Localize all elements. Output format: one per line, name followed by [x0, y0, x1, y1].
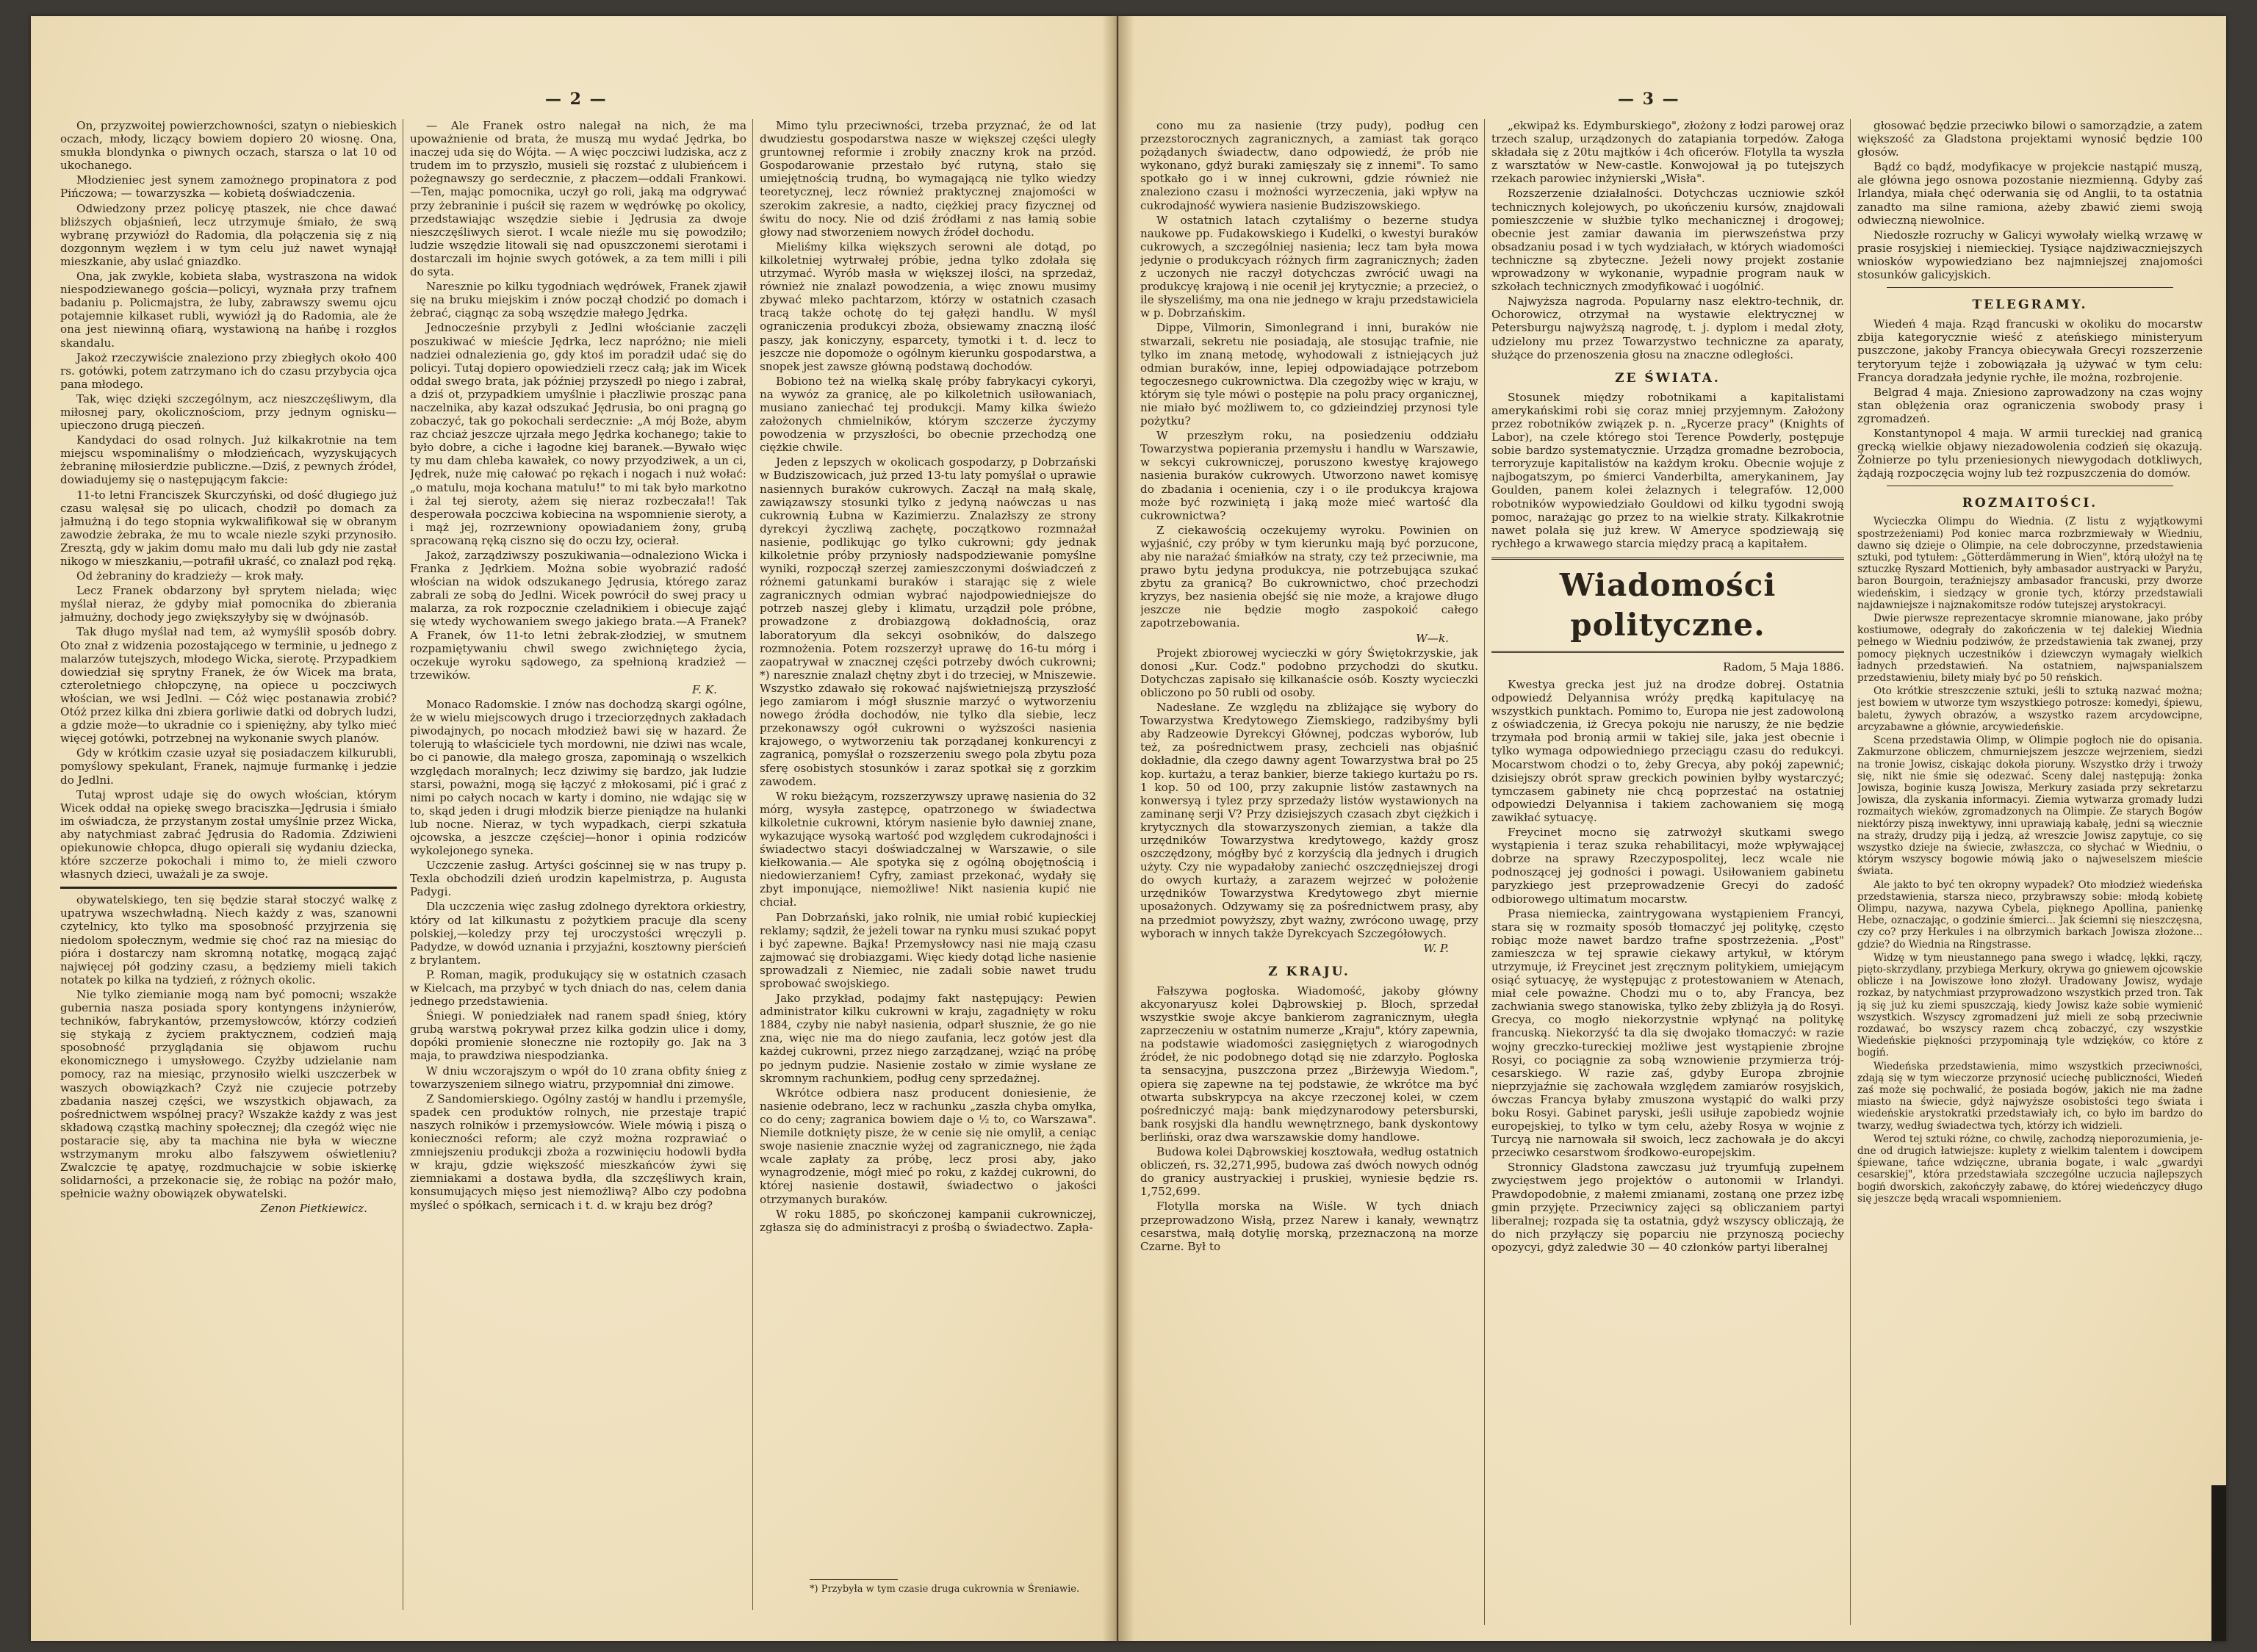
- article-paragraph: P. Roman, magik, produkujący się w ostatnich czasach w Kielcach, ma przybyć w tych dniach do nas, celem dania jednego przedstawienia.: [410, 967, 746, 1009]
- right-column-3: [1857, 119, 2203, 1625]
- article-paragraph: Wkrótce odbiera nasz producent doniesienie, że nasienie odebrano, lecz w rachunku „zaszła chyba omyłka, co do ceny; zagranica bowiem daje o ½ to, co Warszawa". Niemile dotknięty pisze, że w cenie się nie omylił, a ceniąc swoje nasienie znacznie wyżej od zagranicznego, nie żąda wcale zapłaty za próbę, lecz prosi aby, jako wynagrodzenie, mógł mieć po roku, z każdej cukrowni, do której nasienie dostawił, świadectwo o jakości otrzymanych buraków.: [760, 1086, 1096, 1206]
- article-paragraph: Jednocześnie przybyli z Jedlni włościanie zaczęli poszukiwać w mieście Jędrka, lecz napróżno; nie mieli nadziei odnalezienia go, gdy ktoś im poradził udać się do policyi. Tutaj dopiero opowiedzieli rzecz całą; jak im Wicek oddał swego brata, jak później przyszedł po niego i zabrał, a dziś ot, przypadkiem umyślnie i płaczliwie prosząc pana naczelnika, aby kazał odszukać Jędrusia, bo oni pragną go zobaczyć, tak go pokochali serdecznie: „A mój Boże, abym raz chciaż jeszcze ujrzała mego Jędrka kochanego; takie to było dobre, a ciche i łagodne kiej baranek.—Bywało więc ty mu dam chleba kawałek, co nowy przyodziwek, a un ci, Jędrek, nuże mię całować po rękach i nogach i nuż wołać: „o matulu, moja kochana matulu!" to mi tak było markotno i żal tej sieroty, ażem się nieraz rozbeczała!! Tak desperowała poczciwa kobiecina na wspomnienie sieroty, a i mąż jej, rozrzewniony opowiadaniem żony, grubą spracowaną ręką ciszno się do oczu łzy, ocierał.: [410, 321, 746, 547]
- article-paragraph: Pan Dobrzański, jako rolnik, nie umiał robić kupieckiej reklamy; sądził, że jeżeli towar na rynku musi szukać popyt i być zapewne. Bajka! Przemysłowcy nasi nie mają czasu zajmować się drobiazgami. Więc kiedy dotąd liche nasienie sprowadzali z Niemiec, nie zadali sobie nawet trudu sprobować swojskiego.: [760, 910, 1096, 990]
- author-signature: Zenon Pietkiewicz.: [260, 1202, 367, 1216]
- footnote-rule: [810, 1579, 898, 1580]
- article-paragraph: Budowa kolei Dąbrowskiej kosztowała, według ostatnich obliczeń, rs. 32,271,995, budowa zaś dwóch nowych odnóg do granicy austryackiej i pruskiej, wyniesie będzie rs. 1,752,699.: [1140, 1145, 1478, 1199]
- article-paragraph: głosować będzie przeciwko bilowi o samorządzie, a zatem większość za Gladstona projektami wynosić będzie 100 głosów.: [1857, 119, 2203, 159]
- column-rule: [1850, 119, 1851, 1625]
- page-number-right: — 3 —: [1618, 90, 1680, 109]
- article-paragraph: Najwyższa nagroda. Popularny nasz elektro-technik, dr. Ochorowicz, otrzymał na wystawie elektrycznej w Petersburgu najwyższą nagrodę, t. j. dyplom i medal złoty, udzielony mu przez Towarzystwo techniczne za aparaty, służące do przenoszenia głosu na znaczne odległości.: [1491, 295, 1844, 361]
- article-paragraph: Widzę w tym nieustannego pana swego i władcę, lękki, rączy, pięto-skrzydlany, przybiega Merkury, okrywa go gniewem ojcowskie oblicze i na Jowiszowe łono złożył. Uradowany Jowisz, wydaje rozkaz, by natychmiast przyprowadzono wszystkich przed tron. Tak ją się już ku ziemi spuszczają, kiedy Jowisz każe sobie wymienić wszystkich. Wszyscy zgromadzeni już mieli ze sobą przeciwnie rozdawać, bo wszyscy razem chcą zobaczyć, czy wszystkie Wiedeńskie piękności przypominają tyle wdzięków, co które z bogiń.: [1857, 951, 2203, 1059]
- article-paragraph: Rozszerzenie działalności. Dotychczas uczniowie szkół technicznych kolejowych, po ukończeniu kursów, znajdowali pomieszczenie w służbie tylko mechanicznej i drogowej; obecnie jest zamiar dawania im pierwszeństwa przy obsadzaniu posad i w tych wydziałach, w których wiadomości techniczne są zbyteczne. Jeżeli nowy projekt zostanie wprowadzony w wykonanie, wypadnie program nauk w szkołach technicznych zmodyfikować i uogólnić.: [1491, 187, 1844, 294]
- column-rule: [752, 119, 753, 1610]
- article-paragraph: Dla uczczenia więc zasług zdolnego dyrektora orkiestry, który od lat kilkunastu z pożytkiem pracuje dla sceny polskiej,—koledzy przy tej uroczystości wręczyli p. Padydze, w dowód uznania i przyjaźni, kosztowny pierścień z brylantem.: [410, 900, 746, 967]
- footnote: *) Przybyła w tym czasie druga cukrownia w Śreniawie.: [810, 1584, 1080, 1595]
- article-paragraph: Tutaj wprost udaje się do owych włościan, którym Wicek oddał na opiekę swego braciszka—Jędrusia i śmiało im oświadcza, że przystanym został umyślnie przez Wicka, aby natychmiast zabrać Jędrusia do Radomia. Zdziwieni opiekunowie chłopca, długo opierali się wydaniu dziecka, które szczerze pokochali i mimo to, że mieli czworo własnych dzieci, uważali je za swoje.: [60, 787, 397, 881]
- article-paragraph: Dippe, Vilmorin, Simonlegrand i inni, buraków nie stwarzali, sekretu nie posiadają, ale stosując trafnie, nie tylko im znaną metodę, wyhodowali z istniejących już odmian buraków, inne, lepiej odpowiadające potrzebom tegoczesnego cukrownictwa. Dla czegożby więc w kraju, w którym się tyle mówi o postępie na polu pracy organicznej, nie miało być możliwem to, co gdzieindziej przynosi tyle pożytku?: [1140, 321, 1478, 428]
- article-paragraph: Niedoszłe rozruchy w Galicyi wywołały wielką wrzawę w prasie rosyjskiej i niemieckiej. Tysiące najdziwaczniejszych wniosków wypowiedziano bez najmniejszej znajomości stosunków galicyjskich.: [1857, 228, 2203, 282]
- article-paragraph: Konstantynopol 4 maja. W armii tureckiej nad granicą grecką wielkie objawy niezadowolenia codzień się okazują. Żołnierze po tylu przeniesionych niewygodach dotkliwych, żądają rozpoczęcia wojny lub też rozpuszczenia do domów.: [1857, 426, 2203, 480]
- section-heading-ze-swiata: ZE ŚWIATA.: [1615, 370, 1721, 386]
- article-paragraph: Tak, więc dzięki szczególnym, acz nieszczęśliwym, dla miłosnej pary, okolicznościom, przy jednym ognisku—upieczono drugą pieczeń.: [60, 392, 397, 433]
- article-paragraph: obywatelskiego, ten się będzie starał stoczyć walkę z upatrywa wszechwładną. Niech każdy z was, szanowni czytelnicy, kto tylko ma sposobność przyjrzenia się niedolom społecznym, wedmie się choć raz na miesiąc do pióra i dostarczy nam skromną notatkę, mogącą zająć najwięcej pół godziny czasu, a będziemy mieli takich notatek po kilka na tydzień, z różnych okolic.: [60, 893, 397, 986]
- article-paragraph: Prasa niemiecka, zaintrygowana wystąpieniem Francyi, stara się w rozmaity sposób tłomaczyć jej politykę, często robiąc może nawet bardzo trafne spostrzeżenia. „Post" zamieszcza w tej sprawie ciekawy artykuł, w którym utrzymuje, iż Freycinet jest zręcznym politykiem, umiejącym osiąć sytuacyę, że występując z protestowaniem w Atenach, miał cele poważne. Chodzi mu o to, aby Francya, bez zachwiania swego stanowiska, tylko żeby zbliżyła ją do Rosyi. Grecya, co mogło niekorzystnie wpłynąć na politykę francuską. Niekorzyść ta dla się dwojako tłomaczyć: w razie wojny greczko-tureckiej możliwe jest wystąpienie zbrojne Rosyi, co pociągnie za sobą wznowienie przymierza trój-cesarskiego. W razie zaś, gdyby Europa zbrojnie nieprzyjaźnie się zachowała względem zamiarów rosyjskich, ówczas Francya byłaby zmuszona wystąpić do walki przy boku Rosyi. Gabinet paryski, jeśli usiłuje zapobiedz wojnie europejskiej, to tylko w tym celu, ażeby Rosya w wojnie z Turcyą nie narnowała sił swoich, lecz zachowała je do akcyi przeciwko cesarstwom środkowo-europejskim.: [1491, 906, 1844, 1160]
- signature-wk: W—k.: [1416, 631, 1449, 645]
- article-paragraph: Wiedeń 4 maja. Rząd francuski w okoliku do mocarstw zbija kategorycznie wieść z ateńskiego ministeryum puszczone, jakoby Francya obiecywała Grecyi rozszerzenie terytoryum tejże i zobowiązała ją używać w tym celu: Francya doradzała jedynie rychłe, ile można, rozbrojenie.: [1857, 317, 2203, 384]
- section-heading-z-kraju: Z KRAJU.: [1268, 964, 1350, 979]
- article-paragraph: Młodzieniec jest synem zamożnego propinatora z pod Pińczowa; — towarzyszka — kobietą doświadczenia.: [60, 173, 397, 201]
- article-paragraph: Nadesłane. Ze względu na zbliżające się wybory do Towarzystwa Kredytowego Ziemskiego, radzibyśmy byli aby Radzeowie Dyrekcyi Głównej, podczas wyborów, lub też, za pośrednictwem prasy, zechcieli nas objaśnić dokładnie, dla czego dawny agent Towarzystwa brał po 25 kop. kurtażu, a teraz bankier, bierze takiego kurtażu po rs. 1 kop. 50 od 100, przy zakupnie listów zastawnych na konwersyą i tylez przy sprzedaży listów wystawionych na zaminanę serji V? Przy dzisiejszych czasach zbyt ciężkich i krytycznych dla stowarzyszonych ziemian, a także dla urzędników Towarzystwa kredytowego, każdy grosz oszczędzony, mógłby być z korzyścią dla jednych i drugich użyty. Czy nie wypadałoby zaniechć oszczędniejszej drogi do owych kurtaży, a zarazem wejrzeć w położenie urzędników Towarzystwa Kredytowego zbyt miernie uposażonych. Odzywamy się za pośrednictwem prasy, aby na przedmiot powyższy, zbyt ważny, zwrócono uwagę, przy wyborach w innych także Dyrekcyach Szczegółowych.: [1140, 701, 1478, 940]
- article-paragraph: Fałszywa pogłoska. Wiadomość, jakoby główny akcyonaryusz kolei Dąbrowskiej p. Bloch, sprzedał wszystkie swoje akcye bankierom zagranicznym, ułegła zaprzeczeniu w ostatnim numerze „Kraju", który zapewnia, na podstawie wiadomości zasięgniętych z wiarogodnych źródeł, że nic podobnego dotąd się nie zdarzyło. Pogłoska ta sensacyjna, puszczona przez „Birżewyja Wiedom.", opiera się zapewne na tej podstawie, że wkrótce ma być otwarta subskrypcya na akcye rzeczonej kolei, w czem pośredniczyć mają: bank międzynarodowy petersburski, bank rosyjski dla handlu wewnętrznego, bank dyskontowy berliński, oraz dwa warszawskie domy handlowe.: [1140, 984, 1478, 1144]
- article-paragraph: Flotylla morska na Wiśle. W tych dniach przeprowadzono Wisłą, przez Narew i kanały, wewnątrz cesarstwa, małą dotylię morską, przeznaczoną na morze Czarne. Był to: [1140, 1200, 1478, 1253]
- divider: [1887, 287, 2173, 288]
- article-paragraph: Ale jakto to być ten okropny wypadek? Oto młodzież wiedeńska przedstawienia, starsza nieco, przybrawszy sobie: młodą kobietę Olimpu, nazywa, nazywa Cybela, pięknego Apollina, panienkę Hebe, oznaczając, o godzinie śmierci... Jak ściemni się nieszczęsna, czy co? przy Herkules i na olbrzymich barkach Jowisza złożone... gdzie? do Wiednia na Ringstrasse.: [1857, 879, 2203, 951]
- left-column-2: [410, 119, 746, 1610]
- article-paragraph: W roku bieżącym, rozszerzywszy uprawę nasienia do 32 mórg, wysyła zastępcę, opatrzonego w świadectwa kilkoletnie cukrowni, którym nasienie było dawniej znane, wykazujące wysoką wartość pod względem cukrodajności i świadectwo stacyi doświadczalnej w Warszawie, o sile kiełkowania.— Ale spotyka się z ogólną obojętnością i niedowierzaniem! Cyfry, zamiast przekonać, wydały się zbyt imponujące, niemożliwe! Nikt nasienia kupić nie chciał.: [760, 789, 1096, 909]
- page-number-left: — 2 —: [545, 90, 608, 109]
- article-paragraph: Jakoż, zarządziwszy poszukiwania—odnaleziono Wicka i Franka z Jędrkiem. Można sobie wyobrazić radość włościan na widok odszukanego Jędrusia, którego zaraz zabrali ze sobą do Jedlni. Wicek powrócił do swej pracy u malarza, za rok rozpocznie czeladnikiem i obiecuje zająć się wtedy wychowaniem swego jakiego brata.—A Franek? A Franek, ów 11-to letni żebrak-złodziej, w smutnem rozpamiętywaniu chwil swego zwichniętego życia, oczekuje wyroku sądowego, za spełnioną kradzież — trzewików.: [410, 549, 746, 682]
- article-paragraph: Jeden z lepszych w okolicach gospodarzy, p Dobrzański w Budziszowicach, już przed 13-tu laty pomyślał o uprawie nasiennych buraków cukrowych. Zaczął na małą skalę, zawiązawszy stosunki tylko z jedyną naówczas u nas cukrownią Łubna w Kazimierzu. Znalazłszy ze strony dyrekcyi życzliwą zachętę, początkowo rozmnażał nasienie, podlikując go tylko cukrowni; gdy jednak kilkoletnie próby przyniosły nadspodziewanie pomyślne wyniki, rozpoczął szerzej zamieszczonymi doświadczeń z różnemi gatunkami buraków i starając się z wiele zagranicznych odmian wybrać najodpowiedniejsze do potrzeb naszej gleby i klimatu, urządził pole próbne, prowadzone z drobiazgową dokładnością, oraz laboratoryum dla sekcyi osobników, do dalszego rozmnożenia. Potem rozszerzył uprawę do 16-tu mórg i zaopatrywał w znacznej części potrzeby dwóch cukrowni; *) naresznie znalazł chętny zbyt i do trzeciej, w Mniszewie. Wszystko zdawało się rokować najświetniejszą przyszłość jego zamiarom i mógł słusznie marzyć o wytworzeniu nowego źródła dochodów, nie tylko dla siebie, lecz przekonawszy ogół cukrowni o wyższości nasienia krajowego, o wytworzeniu tak porządanej konkurencyi z zagranicą, pomyślał o rozszerzeniu swego pola zbytu poza sferę osobistych stosunków i zaraz spotkał się z gorzkim zawodem.: [760, 455, 1096, 788]
- article-paragraph: 11-to letni Franciszek Skurczyński, od dość długiego już czasu walęsał się po ulicach, chodził po domach za jałmużną i do tego stopnia wykwalifikował się w obranym zawodzie żebraka, że mu to wcale niezle szyki przynosiło. Zresztą, gdy w jakim domu mało mu dali lub gdy nie zastał nikogo w mieszkaniu,—potrafił ukraść, co znalazł pod ręką.: [60, 488, 397, 568]
- right-page: [1118, 16, 2226, 1641]
- article-paragraph: Stronnicy Gladstona zawczasu już tryumfują zupełnem zwycięstwem jego projektów o autonomii w Irlandyi. Prawdopodobnie, z małemi zmianami, zostaną one przez izbę gmin przyjęte. Przeciwnicy zajęci są obliczaniem partyi liberalnej; rozpada się ta ostatnia, gdyż wszyscy obliczają, że do nich przyłączy się poparciu nie przynoszą pociechy opozycyi, gdyż zaledwie 30 — 40 członków partyi liberalnej: [1491, 1161, 1844, 1254]
- article-paragraph: cono mu za nasienie (trzy pudy), podług cen przezstorocznych zagranicznych, a zamiast tak gorąco pożądanych świadectw, dano odpowiedź, że prób nie wykonano, gdyż buraki zamięszały się z innemi". To samo spotkało go i w innej cukrowni, gdzie również nie znaleziono czasu i możności wyrzeczenia, jaki wpływ na cukrodajność wywiera nasienie Budziszowskiego.: [1140, 119, 1478, 212]
- article-paragraph: Od żebraniny do kradzieży — krok mały.: [76, 569, 304, 583]
- article-paragraph: Gdy w krótkim czasie uzyał się posiadaczem kilkurubli, pomyślowy spekulant, Franek, najmuje furmankę i jedzie do Jedlni.: [60, 746, 397, 787]
- article-paragraph: Tak długo myślał nad tem, aż wymyślił sposób dobry. Oto znał z widzenia pozostającego w terminie, u jednego z malarzów tutejszych, młodego Wicka, sierotę. Przypadkiem dowiedział się sprytny Franek, że ów Wicek ma brata, czteroletniego chłopczynę, na opiece u poczciwych włościan, we wsi Jedlni. — Cóż więc postanawia zrobić? Otóż przez kilka dni zbiera gorliwie datki od dobrych ludzi, a gdzie może—to ukradnie co i spieniężny, aby tylko mieć więcej gotówki, potrzebnej na wykonanie swych planów.: [60, 625, 397, 746]
- article-paragraph: Bobiono też na wielką skalę próby fabrykacyi cykoryi, na wywóz za granicę, ale po kilkoletnich usiłowaniach, musiano zaniechać tej produkcji. Mamy kilka świeżo założonych chmielników, którym szczerze życzymy powodzenia w przyszłości, bo obecnie przechodzą one ciężkie chwile.: [760, 374, 1096, 455]
- article-paragraph: Wycieczka Olimpu do Wiednia. (Z listu z wyjątkowymi spostrzeżeniami) Pod koniec marca rozbrzmiewały w Wiedniu, dawno się dzieje o Olimpie, na cele dobroczynne, przedstawienia sztuki, pod tytułem: „Götterdämmerung in Wien", którą ułożył na tę sztuczkę Ryszard Mottienich, były ambasador austryacki w Paryżu, baron Bourgoin, teraźniejszy ambasador francuski, przy dworze wiedeńskim, i siedzący w gronie tych, którzy przedstawiali najdawniejsze i najznakomitsze rodów tutejszej arystokracyi.: [1857, 516, 2203, 611]
- section-divider: [60, 887, 397, 889]
- article-paragraph: Oto krótkie streszczenie sztuki, jeśli to sztuką nazwać można; jest bowiem w utworze tym wszystkiego potrosze: komedyi, śpiewu, baletu, żywych obrazów, a wszystko razem arcydowcipne, arcyzabawne a głównie, arcywiedeńskie.: [1857, 685, 2203, 733]
- article-paragraph: — Ale Franek ostro nalegał na nich, że ma upoważnienie od brata, że muszą mu wydać Jędrka, bo inaczej uda się do Wójta. — A więc poczciwi ludziska, acz z trudem im to przyszło, musieli się rozstać z ulubieńcem i pożegnawszy go serdecznie, z płaczem—oddali Frankowi.—Ten, mając pomocnika, uczył go roli, jaką ma odgrywać przy żebraninie i puścił się razem w wędrówkę po okolicy, przedstawiając wszędzie siebie i Jędrusia za dwoje nieszczęśliwych sierot. I wcale nieźle mu się powodziło; ludzie wszędzie litowali się nad opuszczonemi sierotami i dostarczali im hojnie swych gotówek, a za tem milli i pili do syta.: [410, 119, 746, 279]
- article-paragraph: W ostatnich latach czytaliśmy o bezerne studya naukowe pp. Fudakowskiego i Kudelki, o kwestyi buraków cukrowych, a szczególniej nasienia; lecz tam była mowa jedynie o produkcyach różnych firm zagranicznych; żaden z uczonych nie raczył dotychczas zwrócić uwagi na produkcyę krajową i nie ocenił jej krytycznie; a przecież, o ile słyszeliśmy, ma ona nie jednego w kraju przedstawiciela w p. Dobrzańskim.: [1140, 213, 1478, 320]
- political-news-title: Wiadomości polityczne.: [1491, 558, 1844, 653]
- article-paragraph: „ekwipaż ks. Edymburskiego", złożony z łodzi parowej oraz trzech szalup, urządzonych do zatapiania torpedów. Załoga składała się z 20tu majtków i 4ch oficerów. Flotylla ta wyszła z warsztatów w New-castle. Konwojował ją po tutejszych rzekach parowiec inżynierski „Wisła".: [1491, 119, 1844, 186]
- article-paragraph: W przeszłym roku, na posiedzeniu oddziału Towarzystwa popierania przemysłu i handlu w Warszawie, w sekcyi cukrowniczej, poruszono kwestyę krajowego nasienia buraków cukrowych. Utworzono nawet komisyę do zbadania i ocenienia, czy i o ile produkcya krajowa może być rozwiniętą i jaką może mieć wartość dla cukrownictwa?: [1140, 429, 1478, 522]
- article-paragraph: Bądź co bądź, modyfikacye w projekcie nastąpić muszą, ale główna jego osnowa pozostanie niezmienną. Gdyby zaś Irlandya, miała chęć oderwania się od Anglii, to ta ostatnia zanadto ma silne ramiona, ażeby zbawić ziemi swoją odwieczną niewolnice.: [1857, 160, 2203, 227]
- article-paragraph: Freycinet mocno się zatrwożył skutkami swego wystąpienia i teraz szuka rehabilitacyi, może wpływającej dobrze na sprawy Rzeczypospolitej, lecz wcale nie podnoszącej jej godności i powagi. Usiłowaniem gabinetu paryzkiego jest przeprowadzenie Grecyi do zadość odbiorowego ultimatum mocarstw.: [1491, 826, 1844, 906]
- article-paragraph: Werod tej sztuki różne, co chwilę, zachodzą nieporozumienia, je-dne od drugich łatwiejsze: kuplety z wielkim talentem i dowcipem śpiewane, tańce wdzięczne, ubrania bogate, i walc „gwardyi cesarskiej", która przedstawiała szczególne uczucia najlepszych bogiń dworskich, zakończyły zabawę, do której wiedeńczycy długo się jeszcze będą wracali wspomnieniem.: [1857, 1133, 2203, 1205]
- article-paragraph: Odwiedzony przez policyę ptaszek, nie chce dawać bliższych objaśnień, lecz utrzymuje śmiało, że swą wybranę przywiózł do Radomia, dla połączenia się z nią dozgonnym węzłem i w tym celu już nawet wynajął mieszkanie, aby uslać gniazdko.: [60, 201, 397, 268]
- article-paragraph: Jakoż rzeczywiście znaleziono przy zbiegłych około 400 rs. gotówki, potem zatrzymano ich do czasu przybycia ojca pana młodego.: [60, 350, 397, 391]
- article-paragraph: On, przyzwoitej powierzchowności, szatyn o niebieskich oczach, młody, liczący bowiem dopiero 20 wiosnę. Ona, smukła blondynka o piwnych oczach, starsza o lat 10 od ukochanego.: [60, 119, 397, 173]
- article-paragraph: Lecz Franek obdarzony był sprytem nielada; więc myślał nieraz, że gdyby miał pomocnika do zbierania jałmużny, dochody jego zwiększyłyby się w dwójnasób.: [60, 584, 397, 624]
- binding-tab: [2211, 1485, 2226, 1641]
- article-paragraph: Monaco Radomskie. I znów nas dochodzą skargi ogólne, że w wielu miejscowych drugo i trzeciorzędnych zakładach piwodajnych, po nocach młodzież bawi się w hazard. Że tolerują to właściciele tych mordowni, nie dziwi nas wcale, bo ci panowie, dla małego grosza, zapominają o wszelkich względach moralnych; lecz dziwimy się bardzo, jak ludzie starsi, poważni, mogą się łączyć z młokosami, pić i grać z nimi po całych nocach w karty i domino, nie wdając się w to, skąd jeden i drugi młodzik bierze pieniądze na hulanki lub nocne. Nieraz, w tych wypadkach, cierpi szkatuła ojcowska, a jeszcze częściej—honor i opinia rodziców wykolejonego syneka.: [410, 698, 746, 858]
- article-paragraph: Kwestya grecka jest już na drodze dobrej. Ostatnia odpowiedź Delyannisa wróży prędką kapitulacyę na wszystkich punktach. Pomimo to, Europa nie jest zadowoloną z oświadczenia, iż Grecya pokoju nie naruszy, że nie będzie trzymała pod bronią armii w takiej sile, jaka jest obecnie i tylko wymaga odpowiedniego przeciągu czasu do redukcyi. Mocarstwom chodzi o to, żeby Grecya, aby pokój zapewnić; dzisiejszy obrót spraw greckich powinien byłby wystarczyć; tymczasem gabinety nie chcą poprzestać na ostatniej odpowiedzi Delyannisa i takiem zachowaniem się mogą zawikłać sytuacyę.: [1491, 678, 1844, 824]
- signature-fk: F. K.: [692, 682, 717, 696]
- article-paragraph: Nie tylko ziemianie mogą nam być pomocni; wszakże gubernia nasza posiada spory kontyngens inżynierów, techników, fabrykantów, przemysłowców, którzy codzień się stykają z życiem praktycznem, codzień mają sposobność przyglądania się objawom ruchu ekonomicznego i umysłowego. Czyżby udzielanie nam pomocy, raz na miesiąc, przynosiło wielki uszczerbek w waszych obowiązkach? Czyż nie czujecie potrzeby zbadania naszej części, we wszystkich objawach, za pośrednictwem wspólnej pracy? Wszakże każdy z was jest składową cząstką machiny społecznej; dla czegóż więc nie postaracie się, aby ta machina nie była w wieczne wstrzymanym mroku albo fałszywem oświetleniu? Zwalczcie tę apatyę, rozdmuchajcie w sobie iskierkę solidarności, a przekonacie się, że robiąc na pożór mało, spełnicie ważny obowiązek obywatelski.: [60, 987, 397, 1201]
- article-paragraph: Ona, jak zwykle, kobieta słaba, wystraszona na widok niespodziewanego gościa—policyi, wyznała przy trafnem badaniu p. Policmajstra, że luby, zabrawszy swemu ojcu potajemnie kilkaset rubli, wywiózł ją do Radomia, ale że ona jest niewinną ofiarą, wystawioną na hańbę i rozgłos skandalu.: [60, 270, 397, 350]
- article-paragraph: Z Sandomierskiego. Ogólny zastój w handlu i przemyśle, spadek cen produktów rolnych, nie przestaje trapić naszych rolników i przemysłowców. Wiele mówią i piszą o konieczności reform; ale czyż można rozprawiać o zmniejszeniu produkcji zboża a rozwinięciu hodowli bydła w kraju, gdzie większość mieszkańców żywi się ziemniakami a dostawa bydła, dla szczęśliwych krain, konsumujących mięso jest niemożliwą? Albo czy podobna myśleć o spółkach, sernicach i t. d. w kraju bez dróg?: [410, 1092, 746, 1212]
- article-paragraph: W roku 1885, po skończonej kampanii cukrowniczej, zgłasza się do administracyi z prośbą o świadectwo. Zapła-: [760, 1207, 1096, 1234]
- article-paragraph: Dwie pierwsze reprezentacye skromnie mianowane, jako próby kostiumowe, odegrały do zakończenia w tej dalekiej Wiednia pełnego w Wiedniu podziwów, że przedstawienia tak zwanej, przy pomocy pięknych uczestników i dziewczyn wymagały wielkich ładnych przedstawień. Na ostatniem, najwspanialszem przedstawieniu, bilety miały być po 50 reńskich.: [1857, 613, 2203, 685]
- right-column-2: [1491, 119, 1844, 1625]
- signature-wp: W. P.: [1423, 941, 1449, 955]
- article-paragraph: Jako przykład, podajmy fakt następujący: Pewien administrator kilku cukrowni w kraju, zagadnięty w roku 1884, czyby nie nabył nasienia, odparł słusznie, że go nie zna, więc nie ma do niego zaufania, lecz gotów jest dla każdej cukrowni, przez niego zarządzanej, wziąć na próbę po jednym pudzie. Nasienie zostało w zimie wysłane ze skromnym rachunkiem, podług ceny sprzedażnej.: [760, 992, 1096, 1085]
- left-page: [31, 16, 1117, 1641]
- article-paragraph: Belgrad 4 maja. Zniesiono zaprowadzony na czas wojny stan oblężenia oraz ograniczenia swobody prasy i zgromadzeń.: [1857, 385, 2203, 425]
- dateline: Radom, 5 Maja 1886.: [1723, 660, 1844, 674]
- article-paragraph: Scena przedstawia Olimp, w Olimpie pogłoch nie do opisania. Zakmurzone obliczem, chmurniejszem jeszcze wejrzeniem, siedzi na tronie Jowisz, ciskając dokoła pioruny. Wszystko drży i trwoży się, nikt nie śmie się odezwać. Sceny dalej następują: żonka Jowisza, boginie kuszą Jowisza, Merkury zasiada przy sekretarzu Jowisza, dla zyskania informacyi. Ziemia wytwarza gromady ludzi rozmaitych wieków, zgromadzonych na Olimpie. Ze starych Bogów niektórzy piszą inwektywy, inni uprawiają kabałę, jedni są wiecznie na straży, drudzy piją i jedzą, aż wreszcie Jowisz zapytuje, co się wszystko dzieje na świecie, zwłaszcza, co słychać w Wiedniu, o którym wszyscy bogowie mówią jako o najweselszem mieście świata.: [1857, 735, 2203, 878]
- left-column-1: [60, 119, 397, 1610]
- misc-heading: ROZMAITOŚCI.: [1962, 496, 2098, 511]
- article-paragraph: Projekt zbiorowej wycieczki w góry Świętokrzyskie, jak donosi „Kur. Codz." podobno przychodzi do skutku. Dotychczas zapisało się kilkanaście osób. Koszty wycieczki obliczono po 50 rubli od osoby.: [1140, 646, 1478, 699]
- article-paragraph: Mieliśmy kilka większych serowni ale dotąd, po kilkoletniej wytrwałej próbie, jedna tylko zdołała się utrzymać. Wyrób masła w większej ilości, na sprzedaż, również nie znalazł powodzenia, a więc znowu musimy zbywać mleko pachtarzom, którzy w ostatnich czasach tracą także ochotę do tej gałęzi handlu. W myśl ograniczenia produkcyi zboża, obsiewamy znaczną ilość paszy, jak koniczyny, esparcety, tymotki i t. d. lecz to jeszcze nie dopomoże o ogólnym kierunku gospodarstwa, a snopek jest zawsze główną podstawą dochodów.: [760, 239, 1096, 373]
- telegrams-heading: TELEGRAMY.: [1972, 297, 2088, 313]
- article-paragraph: W dniu wczorajszym o wpół do 10 zrana obfity śnieg z towarzyszeniem silnego wiatru, przypomniał dni zimowe.: [410, 1064, 746, 1091]
- article-paragraph: Z ciekawością oczekujemy wyroku. Powinien on wyjaśnić, czy próby w tym kierunku mają być porzucone, aby nie narażać śmiałków na straty, czy też przeciwnie, ma prawo bytu jedyna produkcya, nie potrzebująca szukać zbytu za granicą? Bo cukrownictwo, choć przechodzi kryzys, bez nasienia obejść się nie może, a krajowe długo jeszcze nie będzie mogło zaspokoić całego zapotrzebowania.: [1140, 523, 1478, 630]
- article-paragraph: Wiedeńska przedstawienia, mimo wszystkich przeciwności, zdają się w tym wieczorze przynosić uciechę publiczności, Wiedeń zaś może się pochwalić, że posiada bogów, jakich nie ma żadne miasto na świecie, gdyż najwyższe osobistości tego świata i wiedeńskie arystokratki przedstawiały ich, co było im bardzo do twarzy, według świadectwa tych, którzy ich widzieli.: [1857, 1060, 2203, 1132]
- left-column-3: [760, 119, 1096, 1581]
- right-column-1: [1140, 119, 1478, 1625]
- article-paragraph: Kandydaci do osad rolnych. Już kilkakrotnie na tem miejscu wspominaliśmy o młodzieńcach, wyzyskujących żebraninę miłosierdzie publiczne.—Dziś, z pewnych źródeł, dowiadujemy się o następującym fakcie:: [60, 433, 397, 487]
- article-paragraph: Uczczenie zasług. Artyści gościnnej się w nas trupy p. Texla obchodzili dzień urodzin kapelmistrza, p. Augusta Padygi.: [410, 859, 746, 899]
- article-paragraph: Śniegi. W poniedziałek nad ranem spadł śnieg, który grubą warstwą pokrywał przez kilka godzin ulice i domy, dopóki promienie słoneczne nie roztopiły go. Jak na 3 maja, to prawdziwa niespodzianka.: [410, 1009, 746, 1063]
- article-paragraph: Naresznie po kilku tygodniach wędrówek, Franek zjawił się na bruku miejskim i znów począł chodzić po domach i żebrać, ciągnąc za sobą wszędzie małego Jędrka.: [410, 280, 746, 320]
- article-paragraph: Stosunek między robotnikami a kapitalistami amerykańskimi robi się coraz mniej przyjemnym. Założony przez robotników związek p. n. „Rycerze pracy" (Knights of Labor), na czele którego stoi Terence Powderly, postępuje sobie bardzo systematycznie. Urządza gromadne bezrobocia, terroryzuje kapitalistów na każdym kroku. Obecnie wojuje z najbogatszym, po śmierci Vanderbilta, amerykaninem, Jay Goulden, panem kolei żelaznych i telegrafów. 12,000 robotników wypowiedziało Gouldowi od kilku tygodni swoją pomoc, narażając go przez to na wielkie straty. Kilkakrotnie nawet polała się już krew. W Ameryce spodziewają się rychłego a krwawego starcia między pracą a kapitałem.: [1491, 390, 1844, 550]
- column-rule: [1484, 119, 1485, 1625]
- article-paragraph: Mimo tylu przeciwności, trzeba przyznać, że od lat dwudziestu gospodarstwa nasze w większej części uległy gruntownej reformie i zrobiły znaczny krok na przód. Gospodarowanie przestało być rutyną, stało się umiejętnością trudną, bo wymagającą nie tylko wiedzy teoretycznej, lecz również praktycznej znajomości w szerokim zakresie, a nadto, ciężkiej pracy fizycznej od świtu do nocy. Nie od dziś źródłami z nas łamią sobie głowy nad stworzeniem nowych źródeł dochodu.: [760, 119, 1096, 239]
